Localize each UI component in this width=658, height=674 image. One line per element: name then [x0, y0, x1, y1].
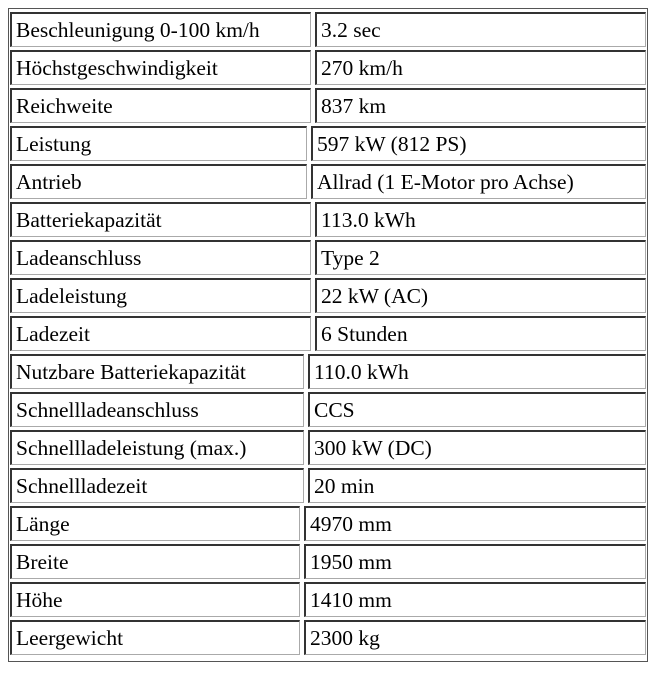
spec-label: Länge	[10, 506, 300, 541]
spec-value: 22 kW (AC)	[315, 278, 646, 313]
spec-row	[10, 50, 646, 85]
spec-row	[10, 316, 646, 351]
spec-value: Allrad (1 E-Motor pro Achse)	[311, 164, 646, 199]
spec-row	[10, 430, 646, 465]
spec-value: 2300 kg	[304, 620, 646, 655]
spec-value: 20 min	[308, 468, 646, 503]
spec-row	[10, 582, 646, 617]
spec-value: 113.0 kWh	[315, 202, 646, 237]
spec-label: Ladezeit	[10, 316, 311, 351]
spec-row	[10, 126, 646, 161]
spec-value: 597 kW (812 PS)	[311, 126, 646, 161]
spec-value: 1950 mm	[304, 544, 646, 579]
spec-value: 110.0 kWh	[308, 354, 646, 389]
spec-label: Schnellladeleistung (max.)	[10, 430, 304, 465]
spec-label: Antrieb	[10, 164, 307, 199]
spec-row	[10, 278, 646, 313]
spec-label: Ladeanschluss	[10, 240, 311, 275]
spec-label: Leergewicht	[10, 620, 300, 655]
spec-label: Schnellladezeit	[10, 468, 304, 503]
spec-row	[10, 88, 646, 123]
spec-label: Leistung	[10, 126, 307, 161]
spec-label: Breite	[10, 544, 300, 579]
spec-label: Ladeleistung	[10, 278, 311, 313]
spec-value: 1410 mm	[304, 582, 646, 617]
spec-label: Beschleunigung 0-100 km/h	[10, 12, 311, 47]
spec-label: Batteriekapazität	[10, 202, 311, 237]
spec-value: 837 km	[315, 88, 646, 123]
spec-label: Höhe	[10, 582, 300, 617]
spec-value: Type 2	[315, 240, 646, 275]
spec-value: 270 km/h	[315, 50, 646, 85]
spec-row	[10, 12, 646, 47]
spec-label: Schnellladeanschluss	[10, 392, 304, 427]
spec-row	[10, 468, 646, 503]
spec-row	[10, 240, 646, 275]
spec-label: Reichweite	[10, 88, 311, 123]
spec-value: 300 kW (DC)	[308, 430, 646, 465]
spec-row	[10, 392, 646, 427]
spec-row	[10, 544, 646, 579]
spec-value: 6 Stunden	[315, 316, 646, 351]
spec-value: 4970 mm	[304, 506, 646, 541]
spec-row	[10, 202, 646, 237]
spec-value: CCS	[308, 392, 646, 427]
spec-row	[10, 506, 646, 541]
spec-row	[10, 354, 646, 389]
spec-row	[10, 620, 646, 655]
spec-label: Nutzbare Batteriekapazität	[10, 354, 304, 389]
spec-value: 3.2 sec	[315, 12, 646, 47]
spec-row	[10, 164, 646, 199]
spec-label: Höchstgeschwindigkeit	[10, 50, 311, 85]
